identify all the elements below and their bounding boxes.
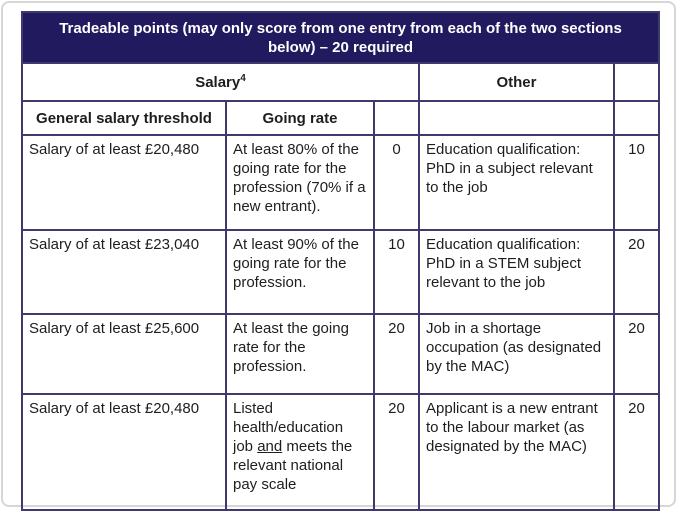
going-rate-text-underlined: and [257, 438, 283, 455]
other-points-cell: 10 [614, 135, 659, 230]
going-rate-cell: At least 90% of the going rate for the profession. [226, 230, 374, 314]
screenshot-frame [1, 1, 676, 507]
going-rate-cell [226, 394, 374, 510]
other-points-cell: 20 [614, 314, 659, 394]
table-row [22, 230, 659, 314]
table-row [22, 394, 659, 510]
salary-points-cell: 0 [374, 135, 419, 230]
other-section-header: Other [419, 63, 614, 101]
table-title: Tradeable points (may only score from one entry from each of the two sections below) – 20 required [22, 12, 659, 63]
going-rate-cell: At least 80% of the going rate for the profession (70% if a new entrant). [226, 135, 374, 230]
salary-section-header [22, 63, 419, 101]
other-points-cell: 20 [614, 394, 659, 510]
empty-subheader-cell-3 [614, 101, 659, 135]
other-points-cell: 20 [614, 230, 659, 314]
table-row [22, 314, 659, 394]
empty-subheader-cell-2 [419, 101, 614, 135]
section-header-row [22, 63, 659, 101]
threshold-cell: Salary of at least £20,480 [22, 394, 226, 510]
empty-section-cell [614, 63, 659, 101]
going-rate-cell: At least the going rate for the profession. [226, 314, 374, 394]
other-cell: Education qualification: PhD in a subject relevant to the job [419, 135, 614, 230]
table-title-row [22, 12, 659, 63]
salary-footnote-superscript: 4 [240, 72, 246, 84]
subheader-row [22, 101, 659, 135]
salary-points-cell: 10 [374, 230, 419, 314]
going-rate-text-pre: Listed health/education job [233, 400, 344, 455]
salary-points-cell: 20 [374, 394, 419, 510]
empty-subheader-cell-1 [374, 101, 419, 135]
general-salary-threshold-header: General salary threshold [22, 101, 226, 135]
tradeable-points-table [21, 11, 660, 511]
other-cell: Applicant is a new entrant to the labour market (as designated by the MAC) [419, 394, 614, 510]
threshold-cell: Salary of at least £23,040 [22, 230, 226, 314]
going-rate-text-post: meets the relevant national pay scale [233, 438, 353, 493]
table-row [22, 135, 659, 230]
salary-points-cell: 20 [374, 314, 419, 394]
going-rate-header: Going rate [226, 101, 374, 135]
other-cell: Job in a shortage occupation (as designated by the MAC) [419, 314, 614, 394]
threshold-cell: Salary of at least £20,480 [22, 135, 226, 230]
threshold-cell: Salary of at least £25,600 [22, 314, 226, 394]
salary-section-label: Salary [195, 73, 241, 91]
other-cell: Education qualification: PhD in a STEM subject relevant to the job [419, 230, 614, 314]
